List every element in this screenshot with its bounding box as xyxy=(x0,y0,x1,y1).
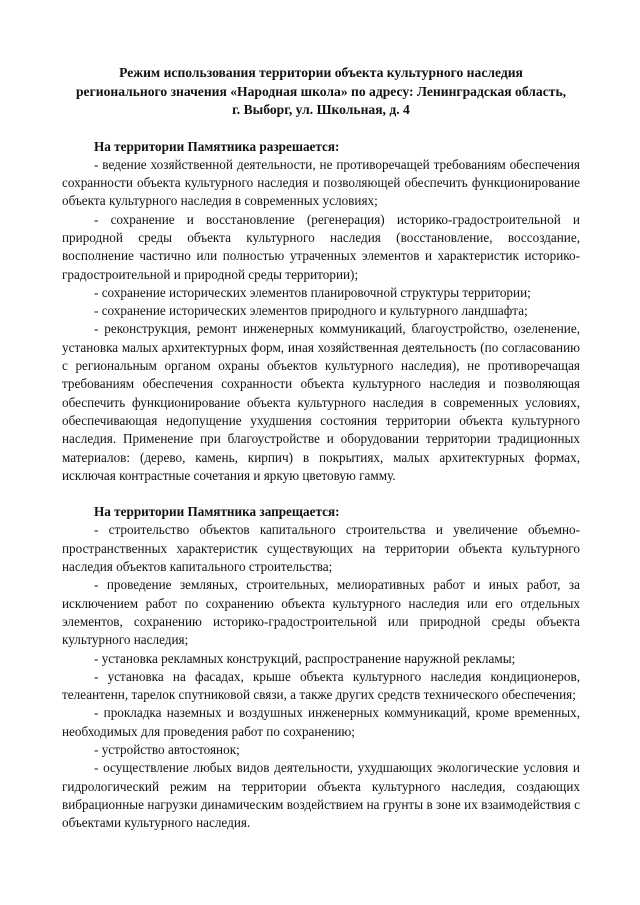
allowed-item: - сохранение и восстановление (регенерация) историко-градостроительной и природной среды объекта культурного наследия (восстановление, воссоздание, восполнение частично или полностью утраченных элементов и характеристик историко-градостроительной и природной среды территории); xyxy=(62,211,580,282)
allowed-heading: На территории Памятника разрешается: xyxy=(94,138,340,154)
allowed-item: - реконструкция, ремонт инженерных коммуникаций, благоустройство, озеленение, установка малых архитектурных форм, иная хозяйственная деятельность (по согласованию с региональным органом охраны объектов культурного наследия), не противоречащая требованиям обеспечения сохранности объекта культурного наследия и позволяющая обеспечить функционирование объекта культурного наследия в современных условиях, обеспечивающая недопущение ухудшения состояния территории объекта культурного наследия. Применение при благоустройстве и оборудовании территории традиционных материалов: (дерево, камень, кирпич) в покрытиях, малых архитектурных формах, исключая контрастные сочетания и яркую цветовую гамму. xyxy=(62,321,580,483)
title-line: г. Выборг, ул. Школьная, д. 4 xyxy=(232,102,410,117)
prohibited-item: - установка на фасадах, крыше объекта культурного наследия кондиционеров, телеантенн, тарелок спутниковой связи, а также других средств технического обеспечения; xyxy=(62,668,580,703)
allowed-item: - сохранение исторических элементов природного и культурного ландшафта; xyxy=(94,303,528,319)
allowed-item: - сохранение исторических элементов планировочной структуры территории; xyxy=(94,284,531,300)
allowed-item: - ведение хозяйственной деятельности, не противоречащей требованиям обеспечения сохранности объекта культурного наследия и позволяющей обеспечить функционирование объекта культурного наследия в современных условиях; xyxy=(62,156,580,209)
prohibited-item: - проведение земляных, строительных, мелиоративных работ и иных работ, за исключением работ по сохранению объекта культурного наследия или его отдельных элементов, сохранению историко-градостроительной или природной среды объекта культурного наследия; xyxy=(62,577,580,648)
prohibited-item: - устройство автостоянок; xyxy=(94,742,240,757)
prohibited-item: - установка рекламных конструкций, распространение наружной рекламы; xyxy=(94,650,516,666)
document-title xyxy=(62,64,580,120)
section-spacer xyxy=(62,485,580,503)
title-line: регионального значения «Народная школа» по адресу: Ленинградская область, xyxy=(75,83,567,99)
prohibited-item: - прокладка наземных и воздушных инженерных коммуникаций, кроме временных, необходимых для проведения работ по сохранению; xyxy=(62,705,580,739)
prohibited-heading: На территории Памятника запрещается: xyxy=(94,504,340,520)
title-line: Режим использования территории объекта культурного наследия xyxy=(119,65,523,80)
prohibited-item: - строительство объектов капитального строительства и увеличение объемно-пространственных характеристик существующих на территории объекта культурного наследия объектов капитального строительства; xyxy=(62,522,580,575)
prohibited-item: - осуществление любых видов деятельности, ухудшающих экологические условия и гидрологический режим на территории объекта культурного наследия, создающих вибрационные нагрузки динамическим воздействием на грунты в зоне их взаимодействия с объектами культурного наследия. xyxy=(62,760,580,831)
